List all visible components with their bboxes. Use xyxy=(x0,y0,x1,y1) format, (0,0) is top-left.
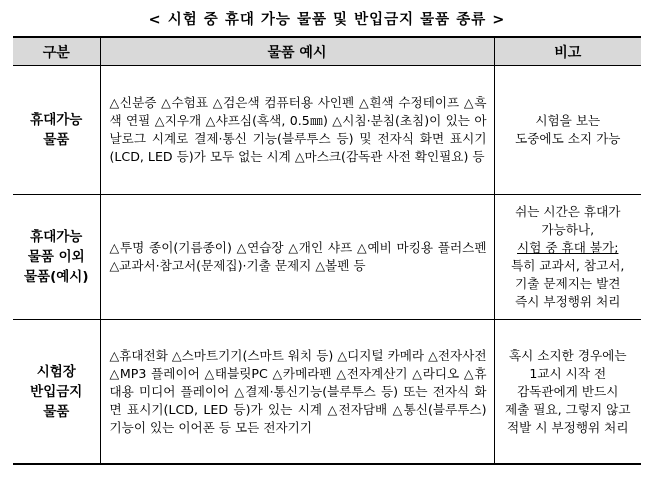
remarks-cell xyxy=(494,66,641,195)
remark-line: 기출 문제지는 발견 xyxy=(515,276,621,291)
category-cell xyxy=(13,66,100,195)
header-category: 구분 xyxy=(13,37,100,66)
remarks-cell xyxy=(494,320,641,465)
remark-line: 1교시 시작 전 xyxy=(529,365,607,381)
category-cell xyxy=(13,320,100,465)
category-line: 휴대가능 xyxy=(30,229,83,245)
header-remarks: 비고 xyxy=(494,37,641,66)
category-line: 시험장 xyxy=(36,363,76,380)
remark-line: 적발 시 부정행위 처리 xyxy=(507,419,629,435)
remark-line: 쉬는 시간은 휴대가 xyxy=(515,204,621,219)
remark-line: 시험을 보는 xyxy=(535,113,601,128)
remark-line: 감독관에게 반드시 xyxy=(517,383,619,399)
remarks-cell xyxy=(494,195,641,320)
table-header-row xyxy=(13,37,641,66)
category-cell xyxy=(13,195,100,320)
items-cell: △휴대전화 △스마트기기(스마트 워치 등) △디지털 카메라 △전자사전 △MP3 플레이어 △태블릿PC △카메라펜 △전자계산기 △라디오 △휴대용 미디어 플레이어 △결제·통신기능(블루투스 등) 또는 전자식 화면 표시기(LCD, LED 등)가 있는 시계 △전자담배 △통신(블루투스) 기능이 있는 이어폰 등 모든 전자기기 xyxy=(100,320,494,465)
category-line: 물품 xyxy=(43,403,70,420)
category-line: 휴대가능 xyxy=(30,112,83,128)
remark-line: 특히 교과서, 참고서, xyxy=(511,258,625,273)
items-table xyxy=(13,36,641,465)
remark-line: 제출 필요, 그렇지 않고 xyxy=(504,401,631,417)
items-cell: △신분증 △수험표 △검은색 컴퓨터용 사인펜 △흰색 수정테이프 △흑색 연필 △지우개 △샤프심(흑색, 0.5㎜) △시침·분침(초침)이 있는 아날로그 시계로 결제·통신 기능(블루투스 등) 및 전자식 화면 표시기(LCD, LED 등)가 모두 없는 시계 △마스크(감독관 사전 확인필요) 등 xyxy=(100,66,494,195)
table-row-banned xyxy=(13,320,641,465)
page-title: < 시험 중 휴대 가능 물품 및 반입금지 물품 종류 > xyxy=(148,12,506,28)
items-cell: △투명 종이(기름종이) △연습장 △개인 샤프 △예비 마킹용 플러스펜 △교과서·참고서(문제집)·기출 문제지 △볼펜 등 xyxy=(100,195,494,320)
category-line: 물품(예시) xyxy=(23,269,89,285)
remark-line: 도중에도 소지 가능 xyxy=(515,131,621,146)
category-line: 물품 xyxy=(43,132,70,148)
remark-line: 즉시 부정행위 처리 xyxy=(515,294,621,309)
remark-line: 가능하나, xyxy=(541,222,595,237)
header-items: 물품 예시 xyxy=(100,37,494,66)
table-row-other xyxy=(13,195,641,320)
remark-line: 혹시 소지한 경우에는 xyxy=(509,347,627,363)
category-line: 물품 이외 xyxy=(27,249,85,265)
category-line: 반입금지 xyxy=(30,383,83,400)
remark-line-underlined: 시험 중 휴대 불가; xyxy=(517,240,619,255)
table-row-allowed xyxy=(13,66,641,195)
